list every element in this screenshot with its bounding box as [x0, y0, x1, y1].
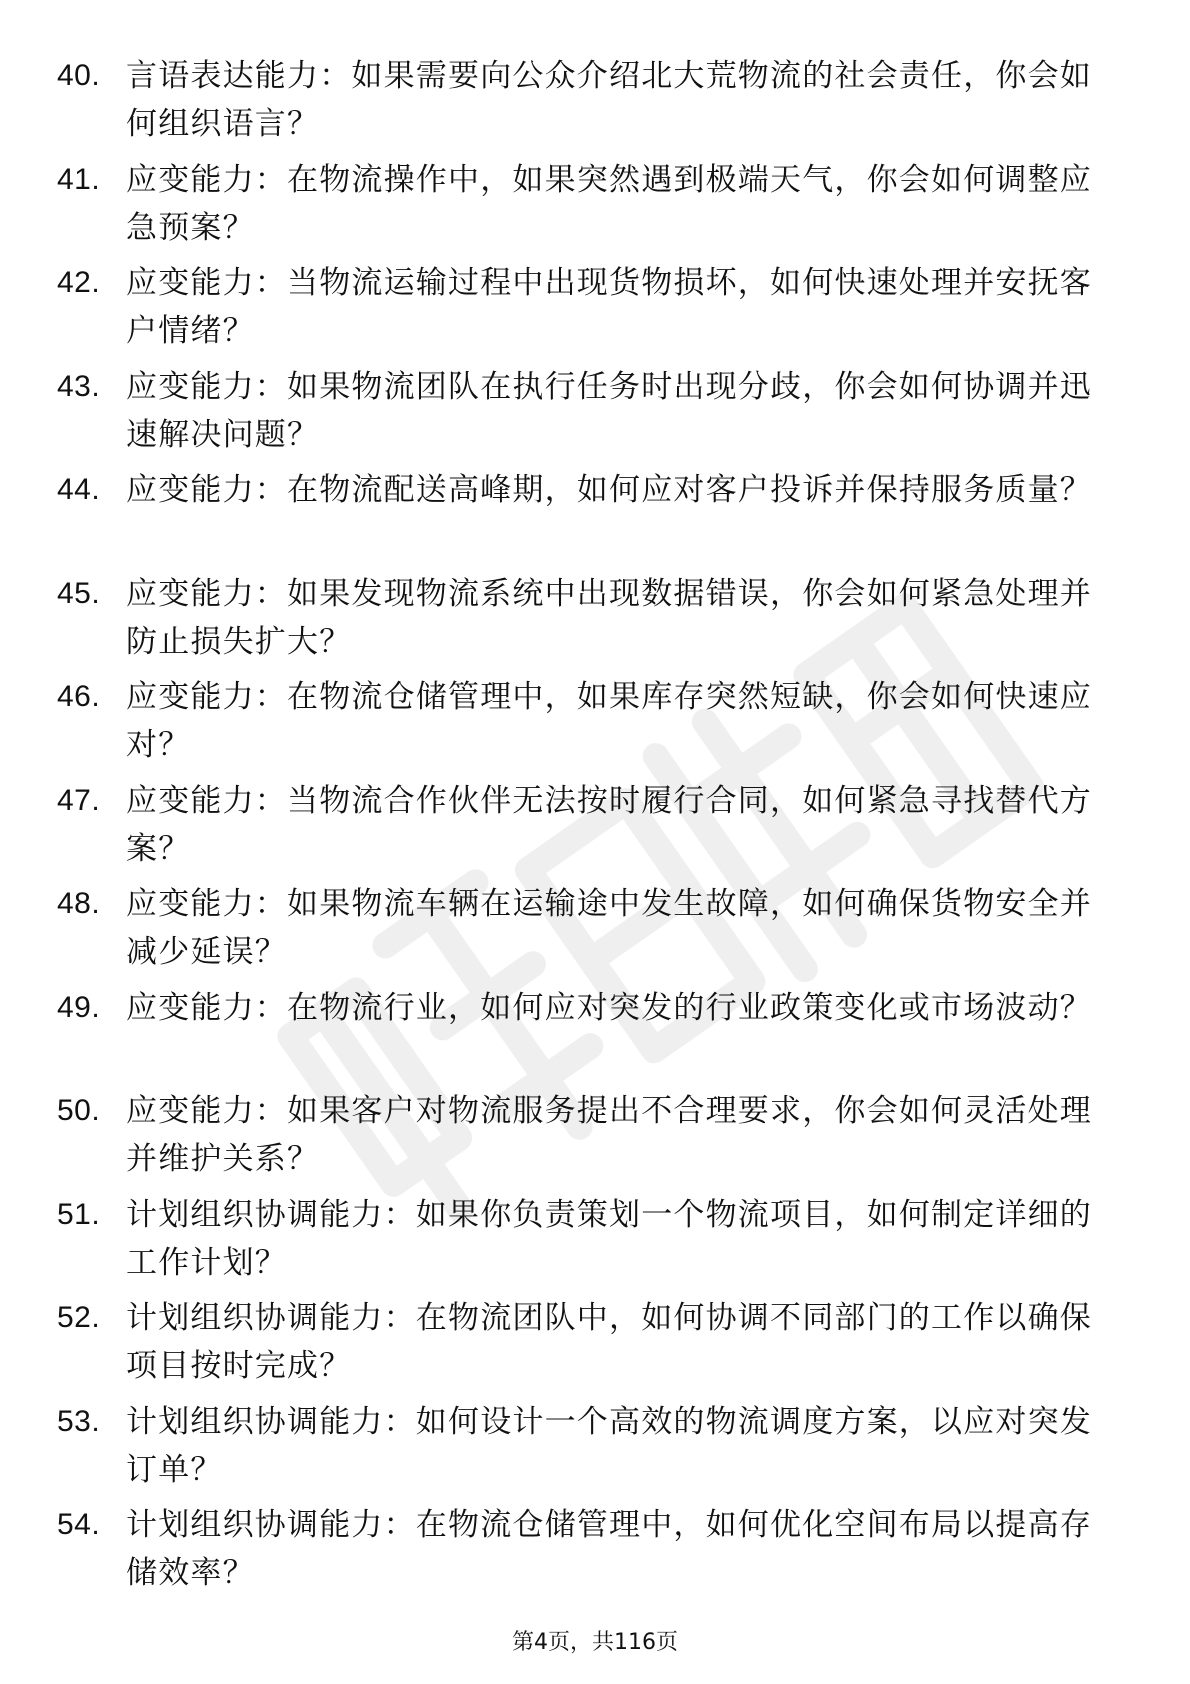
question-text: 计划组织协调能力：如何设计一个高效的物流调度方案，以应对突发订单？	[126, 1403, 1092, 1488]
question-text: 应变能力：如果物流团队在执行任务时出现分歧，你会如何协调并迅速解决问题？	[126, 368, 1092, 453]
question-number: 50.	[57, 1094, 101, 1127]
question-number: 51.	[57, 1197, 101, 1231]
question-text: 应变能力：当物流合作伙伴无法按时履行合同，如何紧急寻找替代方案？	[126, 782, 1092, 867]
list-item	[0, 52, 1190, 156]
question-number: 40.	[57, 59, 101, 92]
list-item	[0, 466, 1190, 570]
list-item	[0, 570, 1190, 674]
list-item	[0, 156, 1190, 260]
question-text: 应变能力：当物流运输过程中出现货物损坏，如何快速处理并安抚客户情绪？	[126, 265, 1092, 349]
list-item	[0, 984, 1190, 1088]
list-item	[0, 363, 1190, 467]
question-text: 应变能力：在物流操作中，如果突然遇到极端天气，你会如何调整应急预案？	[126, 161, 1092, 246]
question-number: 44.	[57, 473, 101, 506]
question-number: 47.	[57, 783, 101, 817]
question-text: 计划组织协调能力：如果你负责策划一个物流项目，如何制定详细的工作计划？	[126, 1196, 1092, 1281]
question-text: 应变能力：在物流配送高峰期，如何应对客户投诉并保持服务质量？	[126, 472, 1092, 508]
list-item	[0, 880, 1190, 984]
question-text: 计划组织协调能力：在物流团队中，如何协调不同部门的工作以确保项目按时完成？	[126, 1300, 1092, 1384]
question-text: 计划组织协调能力：在物流仓储管理中，如何优化空间布局以提高存储效率？	[126, 1507, 1092, 1591]
list-item	[0, 777, 1190, 881]
list-item	[0, 1501, 1190, 1605]
list-item	[0, 1294, 1190, 1398]
question-number: 53.	[57, 1404, 101, 1438]
question-number: 45.	[57, 576, 101, 610]
list-item	[0, 1087, 1190, 1191]
question-text: 应变能力：如果客户对物流服务提出不合理要求，你会如何灵活处理并维护关系？	[126, 1093, 1092, 1177]
question-text: 应变能力：在物流仓储管理中，如果库存突然短缺，你会如何快速应对？	[126, 679, 1092, 763]
question-number: 54.	[57, 1508, 101, 1541]
question-text: 应变能力：在物流行业，如何应对突发的行业政策变化或市场波动？	[126, 989, 1092, 1026]
list-item	[0, 1398, 1190, 1502]
question-number: 48.	[57, 887, 101, 920]
question-number: 41.	[57, 162, 101, 196]
question-number: 46.	[57, 680, 101, 713]
question-number: 43.	[57, 369, 101, 403]
page-footer: 第4页，共116页	[512, 1630, 678, 1655]
question-number: 49.	[57, 990, 101, 1024]
list-item	[0, 673, 1190, 777]
list-item	[0, 1191, 1190, 1295]
question-number: 52.	[57, 1301, 101, 1334]
question-text: 应变能力：如果发现物流系统中出现数据错误，你会如何紧急处理并防止损失扩大？	[126, 575, 1092, 660]
question-text: 应变能力：如果物流车辆在运输途中发生故障，如何确保货物安全并减少延误？	[126, 886, 1092, 970]
question-number: 42.	[57, 266, 101, 299]
question-text: 言语表达能力：如果需要向公众介绍北大荒物流的社会责任，你会如何组织语言？	[126, 58, 1092, 142]
list-item	[0, 259, 1190, 363]
question-list	[0, 52, 1190, 1605]
